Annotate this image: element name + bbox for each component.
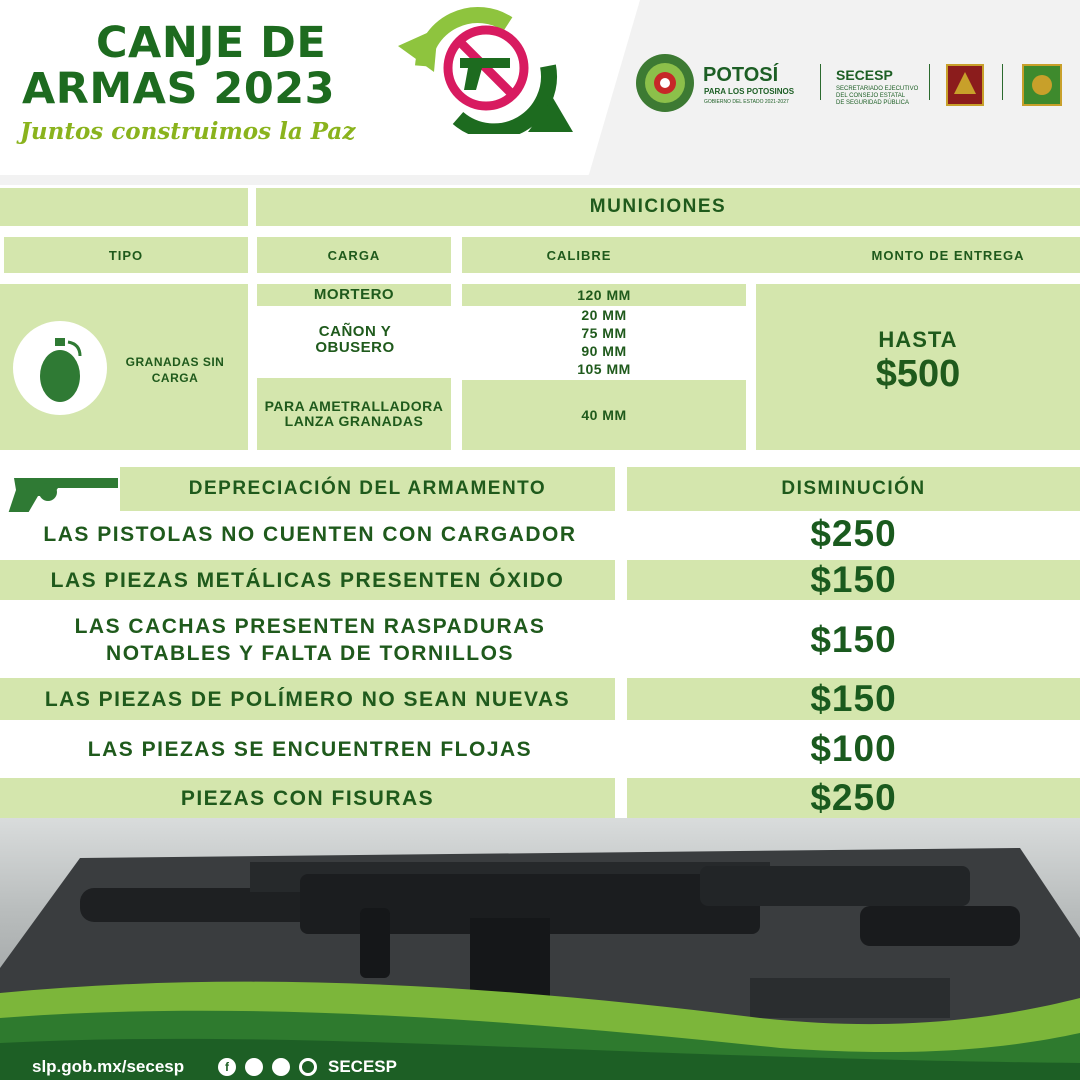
monto-label: HASTA: [878, 327, 958, 352]
calibre-120: 120 MM: [462, 284, 746, 306]
depreciacion-row-4: LAS PIEZAS DE POLÍMERO NO SEAN NUEVAS: [0, 678, 615, 720]
potosi-title: POTOSÍ: [703, 64, 779, 86]
title-line-2: ARMAS 2023: [22, 64, 336, 114]
calibre-90: 90 MM: [581, 343, 627, 359]
logo-separator: [820, 64, 821, 100]
header-calibre: CALIBRE: [462, 237, 696, 273]
military-region-badge-icon: [1022, 64, 1062, 106]
calibre-75: 75 MM: [581, 325, 627, 341]
carga-canon: CAÑON Y OBUSERO: [280, 318, 430, 362]
military-zone-badge-icon: [946, 64, 984, 106]
monto-value: $500: [875, 352, 961, 395]
logo-separator: [1002, 64, 1003, 100]
no-weapons-recycle-logo: [398, 6, 573, 134]
tipo-text: GRANADAS SIN CARGA: [125, 355, 225, 385]
secesp-subtitle-3: DE SEGURIDAD PÚBLICA: [836, 100, 910, 106]
instagram-icon[interactable]: [299, 1058, 317, 1076]
secesp-title: SECESP: [836, 67, 893, 83]
youtube-icon[interactable]: [272, 1058, 290, 1076]
secesp-subtitle-1: SECRETARIADO EJECUTIVO: [836, 86, 919, 92]
depreciacion-amount-4: $150: [627, 678, 1080, 720]
disminucion-header: DISMINUCIÓN: [627, 467, 1080, 511]
depreciacion-row-3: LAS CACHAS PRESENTEN RASPADURAS NOTABLES Y FALTA DE TORNILLOS: [30, 606, 590, 674]
calibre-40: 40 MM: [462, 380, 746, 450]
footer-url[interactable]: slp.gob.mx/secesp: [32, 1057, 185, 1076]
municiones-title: MUNICIONES: [256, 188, 1080, 226]
carga-ametralladora: PARA AMETRALLADORA LANZA GRANADAS: [257, 378, 451, 450]
title-line-1: CANJE DE: [96, 18, 327, 68]
logo-separator: [929, 64, 930, 100]
facebook-icon[interactable]: f: [218, 1058, 236, 1076]
secesp-subtitle-2: DEL CONSEJO ESTATAL: [836, 93, 906, 99]
weapons-photo: [0, 818, 1080, 1080]
potosi-government: GOBIERNO DEL ESTADO 2021-2027: [704, 99, 789, 105]
footer-handle: SECESP: [328, 1057, 397, 1076]
carga-mortero: MORTERO: [257, 284, 451, 306]
depreciacion-title: DEPRECIACIÓN DEL ARMAMENTO: [120, 467, 615, 511]
depreciacion-amount-3: $150: [627, 606, 1080, 674]
twitter-icon[interactable]: [245, 1058, 263, 1076]
calibre-105: 105 MM: [577, 361, 631, 377]
table-band-left: [0, 188, 248, 226]
header-carga: CARGA: [257, 237, 451, 273]
potosi-subtitle: PARA LOS POTOSINOS: [704, 87, 795, 96]
depreciacion-row-5: LAS PIEZAS SE ENCUENTREN FLOJAS: [0, 726, 620, 772]
depreciacion-row-6: PIEZAS CON FISURAS: [0, 778, 615, 818]
depreciacion-amount-6: $250: [627, 778, 1080, 818]
tagline: Juntos construimos la Paz: [20, 118, 356, 145]
potosi-emblem-icon: [633, 52, 697, 114]
depreciacion-row-1: LAS PISTOLAS NO CUENTEN CON CARGADOR: [0, 512, 620, 556]
depreciacion-amount-2: $150: [627, 560, 1080, 600]
calibre-20: 20 MM: [581, 307, 627, 323]
header-tipo: TIPO: [4, 237, 248, 273]
depreciacion-row-2: LAS PIEZAS METÁLICAS PRESENTEN ÓXIDO: [0, 560, 615, 600]
depreciacion-amount-1: $250: [627, 512, 1080, 556]
depreciacion-amount-5: $100: [627, 726, 1080, 772]
grenade-icon: [12, 320, 108, 416]
header-monto: MONTO DE ENTREGA: [696, 237, 1080, 273]
